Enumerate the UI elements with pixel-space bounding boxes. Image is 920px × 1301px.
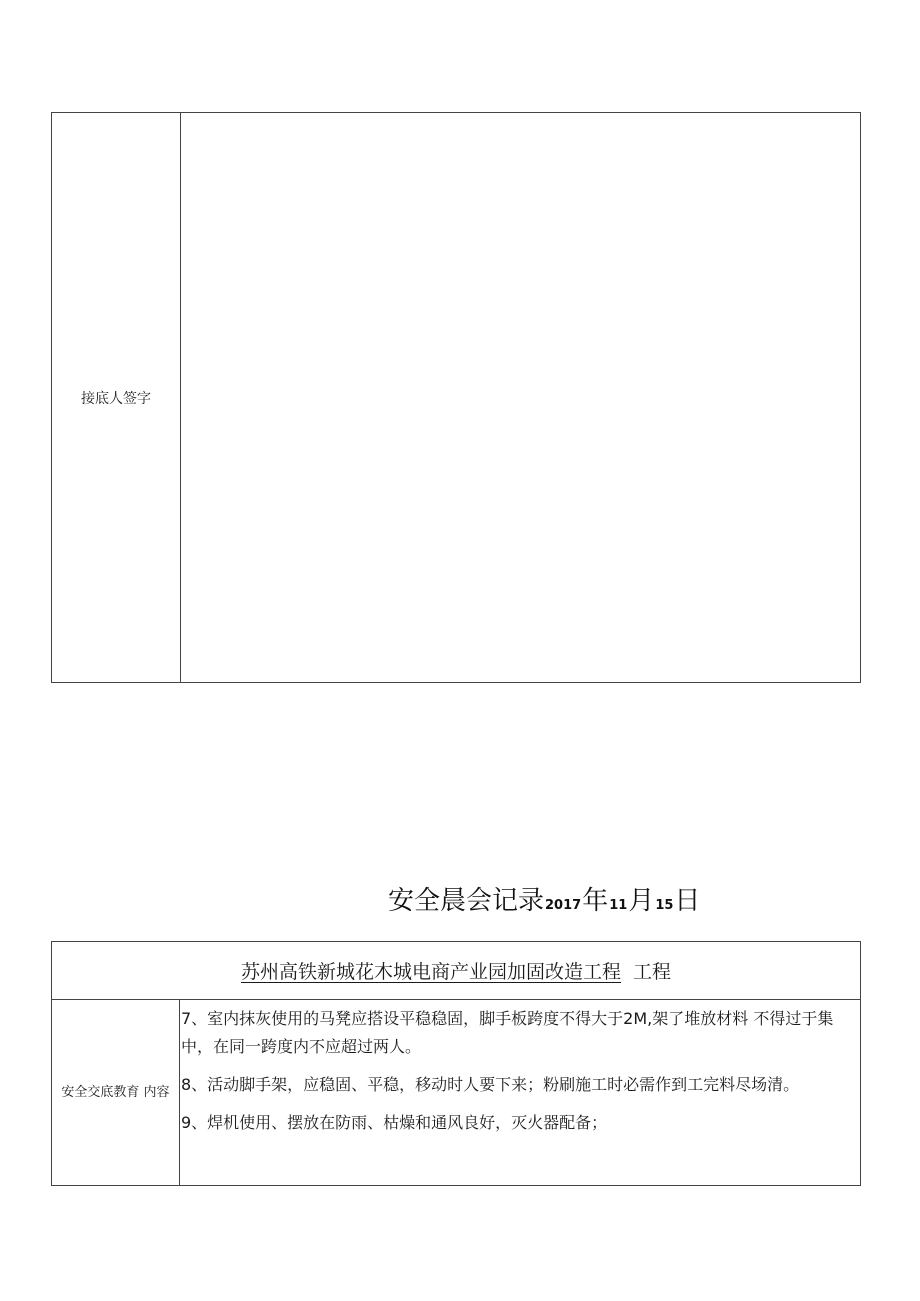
record-month: 11 xyxy=(609,898,628,913)
content-body xyxy=(180,1000,860,1186)
content-label-cell xyxy=(52,1000,180,1186)
content-item: 9、焊机使用、摆放在防雨、枯燥和通风良好，灭火器配备； xyxy=(181,1113,608,1132)
record-month-unit: 月 xyxy=(628,886,655,916)
signature-table xyxy=(51,112,861,683)
record-title xyxy=(388,880,700,917)
record-table xyxy=(51,941,861,1186)
record-title-prefix: 安全晨会记录 xyxy=(388,886,545,916)
content-item: 7、室内抹灰使用的马凳应搭设平稳稳固，脚手板跨度不得大于2M,架了堆放材料 不得过于集中，在同一跨度内不应超过两人。 xyxy=(181,1009,834,1056)
content-row xyxy=(52,1000,860,1186)
signature-area xyxy=(181,113,860,682)
record-day: 15 xyxy=(655,898,674,913)
project-row xyxy=(52,942,860,1000)
record-year: 2017 xyxy=(545,898,582,913)
content-label: 安全交底教育 内容 xyxy=(61,1085,170,1100)
content-item: 8、活动脚手架，应稳固、平稳，移动时人要下来；粉刷施工时必需作到工完料尽场清。 xyxy=(181,1075,800,1094)
record-day-unit: 日 xyxy=(674,886,701,916)
project-suffix: 工程 xyxy=(633,961,672,983)
project-name: 苏州高铁新城花木城电商产业园加固改造工程 xyxy=(240,961,621,983)
record-year-unit: 年 xyxy=(582,886,609,916)
signature-label: 接底人签字 xyxy=(81,390,151,407)
signature-label-cell xyxy=(52,113,181,682)
